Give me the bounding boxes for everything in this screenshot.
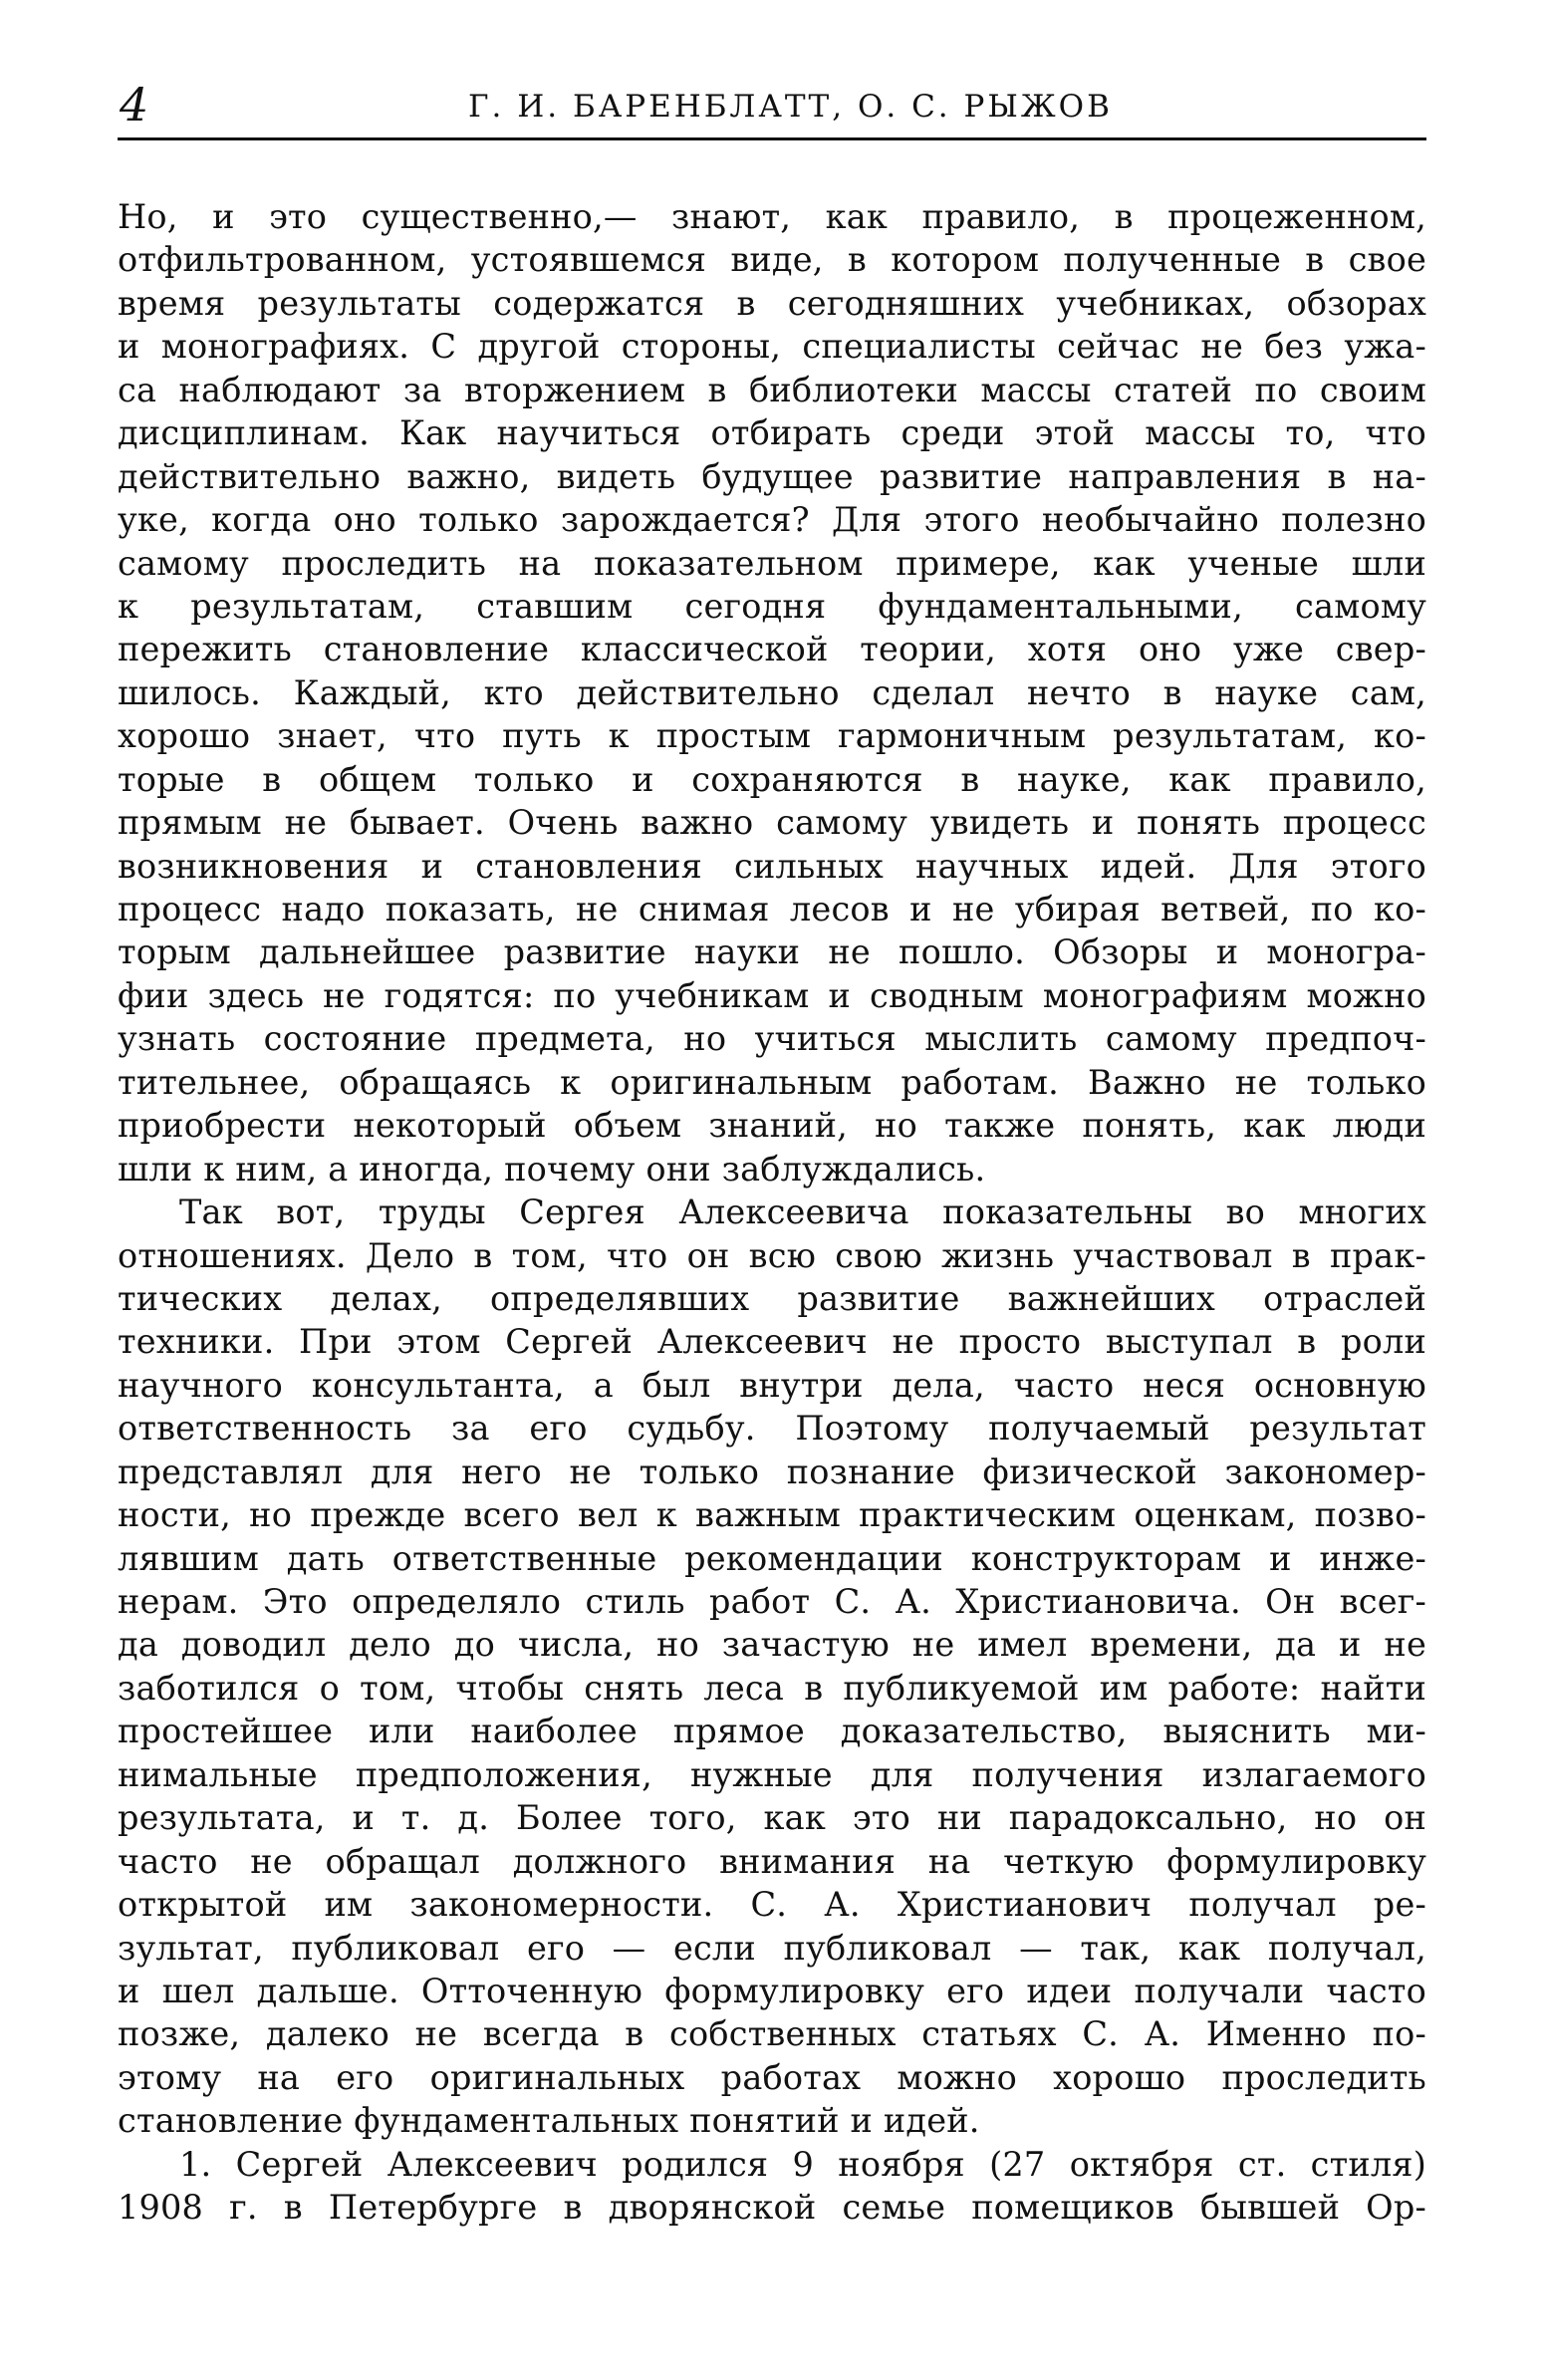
text-line: нерам. Это определяло стиль работ С. А. Христиановича. Он всег- [118, 1582, 1426, 1621]
text-line: этому на его оригинальных работах можно хорошо проследить [118, 2057, 1426, 2097]
text-line: лявшим дать ответственные рекомендации конструкторам и инже- [118, 1538, 1426, 1578]
text-line: позже, далеко не всегда в собственных статьях С. А. Именно по- [118, 2014, 1426, 2054]
text-line: ответственность за его судьбу. Поэтому получаемый результат [118, 1409, 1426, 1449]
text-line: к результатам, ставшим сегодня фундаментальными, самому [118, 586, 1426, 626]
text-line: отфильтрованном, устоявшемся виде, в котором полученные в свое [118, 240, 1426, 280]
text-line: и шел дальше. Отточенную формулировку его идеи получали часто [118, 1971, 1426, 2010]
text-line: время результаты содержатся в сегодняшних учебниках, обзорах [118, 283, 1426, 323]
text-line: торым дальнейшее развитие науки не пошло. Обзоры и моногра- [118, 932, 1426, 972]
text-line: 1908 г. в Петербурге в дворянской семье помещиков бывшей Ор- [118, 2188, 1426, 2228]
text-line: нимальные предположения, нужные для получения излагаемого [118, 1754, 1426, 1794]
text-line: становление фундаментальных понятий и идей. [118, 2101, 980, 2141]
text-line: дисциплинам. Как научиться отбирать среди этой массы то, что [118, 413, 1426, 453]
text-line: представлял для него не только познание физической закономер- [118, 1452, 1426, 1491]
running-head: Г. И. БАРЕНБЛАТТ, О. С. РЫЖОВ [468, 89, 1113, 125]
text-line: простейшее или наиболее прямое доказательство, выяснить ми- [118, 1712, 1426, 1751]
text-line: часто не обращал должного внимания на четкую формулировку [118, 1841, 1426, 1881]
text-line: результата, и т. д. Более того, как это ни парадоксально, но он [118, 1798, 1426, 1838]
text-line: узнать состояние предмета, но учиться мыслить самому предпоч- [118, 1019, 1426, 1059]
text-line: тительнее, обращаясь к оригинальным работам. Важно не только [118, 1062, 1426, 1102]
text-line: техники. При этом Сергей Алексеевич не просто выступал в роли [118, 1322, 1426, 1362]
text-line: фии здесь не годятся: по учебникам и сводным монографиям можно [118, 975, 1426, 1015]
text-line: ности, но прежде всего вел к важным практическим оценкам, позво- [118, 1495, 1426, 1535]
text-line: са наблюдают за вторжением в библиотеки массы статей по своим [118, 370, 1426, 409]
text-line: научного консультанта, а был внутри дела, часто неся основную [118, 1365, 1426, 1405]
text-line: шилось. Каждый, кто действительно сделал нечто в науке сам, [118, 672, 1426, 712]
text-line: самому проследить на показательном примере, как ученые шли [118, 543, 1426, 583]
text-line: хорошо знает, что путь к простым гармоничным результатам, ко- [118, 716, 1426, 756]
text-line: действительно важно, видеть будущее развитие направления в на- [118, 456, 1426, 496]
text-line: да доводил дело до числа, но зачастую не имел времени, да и не [118, 1625, 1426, 1665]
text-line: прямым не бывает. Очень важно самому увидеть и понять процесс [118, 803, 1426, 843]
text-line: заботился о том, чтобы снять леса в публикуемой им работе: найти [118, 1668, 1426, 1708]
page-number: 4 [120, 78, 149, 132]
text-line: открытой им закономерности. С. А. Христианович получал ре- [118, 1885, 1426, 1925]
text-line: 1. Сергей Алексеевич родился 9 ноября (27 октября ст. стиля) [179, 2144, 1426, 2184]
text-line: зультат, публиковал его — если публиковал — так, как получал, [118, 1928, 1426, 1968]
text-line: пережить становление классической теории, хотя оно уже свер- [118, 630, 1426, 669]
text-line: шли к ним, а иногда, почему они заблуждались. [118, 1149, 986, 1189]
text-line: Но, и это существенно,— знают, как правило, в процеженном, [118, 197, 1426, 236]
text-line: Так вот, труды Сергея Алексеевича показательны во многих [179, 1192, 1426, 1232]
body-text [118, 195, 1426, 2230]
text-line: приобрести некоторый объем знаний, но также понять, как люди [118, 1106, 1426, 1146]
text-line: и монографиях. С другой стороны, специалисты сейчас не без ужа- [118, 327, 1426, 367]
text-line: торые в общем только и сохраняются в науке, как правило, [118, 759, 1426, 799]
text-line: тических делах, определявших развитие важнейших отраслей [118, 1278, 1426, 1318]
text-line: отношениях. Дело в том, что он всю свою жизнь участвовал в прак- [118, 1235, 1426, 1275]
text-line: возникновения и становления сильных научных идей. Для этого [118, 846, 1426, 886]
header-rule [118, 137, 1426, 140]
text-line: процесс надо показать, не снимая лесов и не убирая ветвей, по ко- [118, 890, 1426, 928]
text-line: уке, когда оно только зарождается? Для этого необычайно полезно [118, 500, 1426, 540]
